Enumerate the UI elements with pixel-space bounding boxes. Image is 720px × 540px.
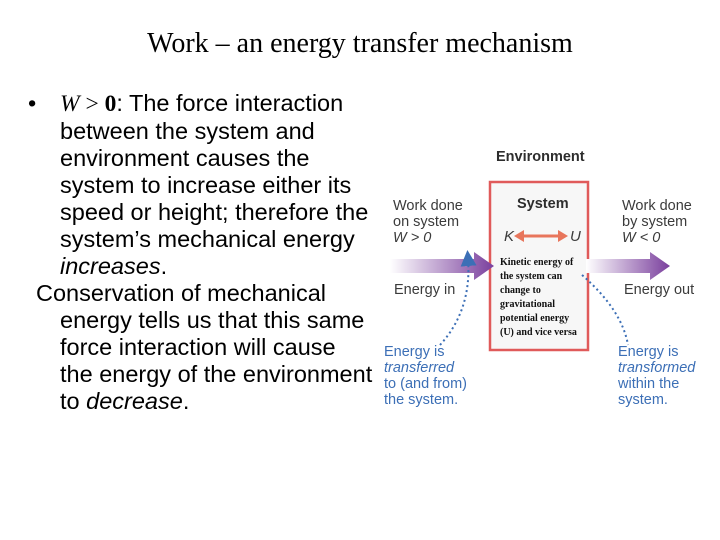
transformed-label bbox=[618, 344, 695, 408]
transformed-line-2: transformed bbox=[618, 360, 696, 376]
work-in-line-2: on system bbox=[393, 214, 460, 230]
transferred-line-2: transferred bbox=[384, 360, 455, 376]
work-out-line-1: Work done bbox=[622, 198, 692, 214]
work-out-line-2: by system bbox=[622, 214, 688, 230]
work-in-line-3: W > 0 bbox=[393, 230, 432, 246]
increases-word: increases bbox=[60, 253, 161, 279]
p2-text-b: . bbox=[182, 388, 190, 414]
u-label: U bbox=[570, 228, 581, 245]
work-out-label bbox=[622, 198, 692, 246]
decrease-word: decrease bbox=[86, 388, 183, 414]
k-label: K bbox=[504, 228, 515, 245]
transferred-line-3: to (and from) bbox=[384, 376, 467, 392]
bullet-icon: • bbox=[28, 90, 37, 116]
energy-in-label: Energy in bbox=[394, 282, 456, 298]
body-text bbox=[28, 90, 373, 415]
paragraph-conservation bbox=[28, 280, 373, 415]
energy-diagram bbox=[376, 140, 716, 430]
p1-text-a: : The force interaction between the system and environment causes the system to increase either its speed or height; therefore the system’s mechanical energy bbox=[60, 90, 369, 252]
transformed-line-4: system. bbox=[618, 392, 668, 408]
work-in-label bbox=[393, 198, 463, 246]
energy-out-arrow bbox=[586, 252, 670, 280]
w-symbol: W bbox=[60, 91, 80, 117]
work-in-line-1: Work done bbox=[393, 198, 463, 214]
zero-symbol: 0 bbox=[104, 91, 117, 117]
p2-text-a: Conservation of mechanical energy tells us that this same force interaction will cause the energy of the environment to bbox=[36, 280, 373, 414]
kinetic-energy-note: Kinetic energy of the system can change to gravitational potential energy (U) and vice versa bbox=[500, 257, 577, 338]
system-label: System bbox=[517, 196, 569, 212]
transferred-line-1: Energy is bbox=[384, 344, 445, 360]
transferred-line-4: the system. bbox=[384, 392, 459, 408]
p1-text-b: . bbox=[160, 253, 168, 279]
paragraph-work-positive bbox=[28, 90, 373, 280]
transformed-line-1: Energy is bbox=[618, 344, 679, 360]
environment-label: Environment bbox=[496, 149, 585, 165]
energy-in-arrow bbox=[390, 252, 494, 280]
work-out-line-3: W < 0 bbox=[622, 230, 661, 246]
transferred-label bbox=[384, 344, 467, 408]
energy-out-label: Energy out bbox=[624, 282, 695, 298]
transformed-line-3: within the bbox=[618, 376, 680, 392]
gt-symbol: > bbox=[79, 91, 105, 117]
slide-title: Work – an energy transfer mechanism bbox=[147, 28, 573, 59]
